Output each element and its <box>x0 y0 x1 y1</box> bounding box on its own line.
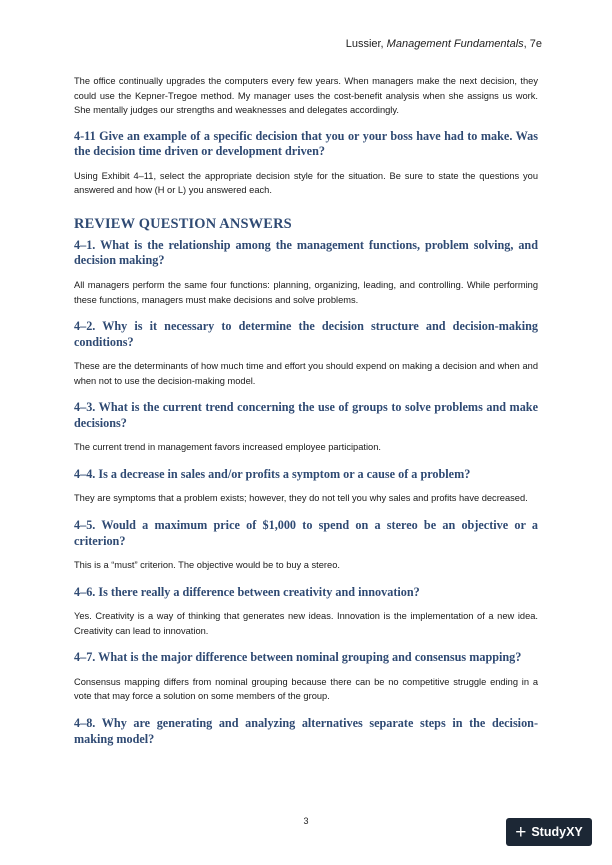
question-4-5: 4–5. Would a maximum price of $1,000 to spend on a stereo be an objective or a criterion? <box>74 518 538 548</box>
answer-4-4: They are symptoms that a problem exists; however, they do not tell you why sales and profits have decreased. <box>74 493 528 504</box>
page-number: 3 <box>303 816 309 826</box>
answer-4-7: Consensus mapping differs from nominal grouping because there can be no competitive struggle ending in a vote that may force a solution on some members of the group. <box>74 676 538 702</box>
question-4-6: 4–6. Is there really a difference between creativity and innovation? <box>74 584 420 599</box>
brand-name: StudyXY <box>531 825 583 839</box>
answer-4-6: Yes. Creativity is a way of thinking that generates new ideas. Innovation is the implementation of a new idea. Creativity can lead to innovation. <box>74 611 538 636</box>
header-book-title: Management Fundamentals <box>386 38 524 50</box>
answer-4-3: The current trend in management favors increased employee participation. <box>74 442 381 453</box>
answer-4-2: These are the determinants of how much time and effort you should expend on making a decision and when and when not to use the decision-making model. <box>74 361 538 386</box>
question-4-7: 4–7. What is the major difference between nominal grouping and consensus mapping? <box>74 650 522 665</box>
header-author: Lussier, <box>345 38 387 50</box>
question-4-11: 4-11 Give an example of a specific decision that you or your boss have had to make. Was the decision time driven or development driven? <box>74 128 538 159</box>
answer-4-11: Using Exhibit 4–11, select the appropriate decision style for the situation. Be sure to state the questions you answered and how (H or L) you answered each. <box>74 170 538 196</box>
question-4-3: 4–3. What is the current trend concerning the use of groups to solve problems and make decisions? <box>74 400 538 430</box>
question-4-2: 4–2. Why is it necessary to determine the decision structure and decision-making conditions? <box>74 319 538 349</box>
intro-paragraph: The office continually upgrades the computers every few years. When managers make the next decision, they could use the Kepner-Tregoe method. My manager uses the cost-benefit analysis when she assigns us work. She mentally judges our strengths and weaknesses and delegates accordingly. <box>74 76 538 116</box>
page-content <box>74 74 538 747</box>
studyxy-logo[interactable] <box>506 818 592 846</box>
plus-icon: + <box>515 821 527 843</box>
header-edition: , 7e <box>523 38 542 50</box>
answer-4-1: All managers perform the same four functions: planning, organizing, leading, and controlling. While performing these functions, managers must make decisions and solve problems. <box>74 279 538 305</box>
section-title: REVIEW QUESTION ANSWERS <box>74 215 292 232</box>
question-4-8: 4–8. Why are generating and analyzing alternatives separate steps in the decision-making model? <box>74 716 538 746</box>
question-4-4: 4–4. Is a decrease in sales and/or profits a symptom or a cause of a problem? <box>74 466 471 481</box>
running-header <box>346 38 542 50</box>
answer-4-5: This is a “must” criterion. The objective would be to buy a stereo. <box>74 560 340 571</box>
question-4-1: 4–1. What is the relationship among the management functions, problem solving, and decision making? <box>74 237 538 268</box>
